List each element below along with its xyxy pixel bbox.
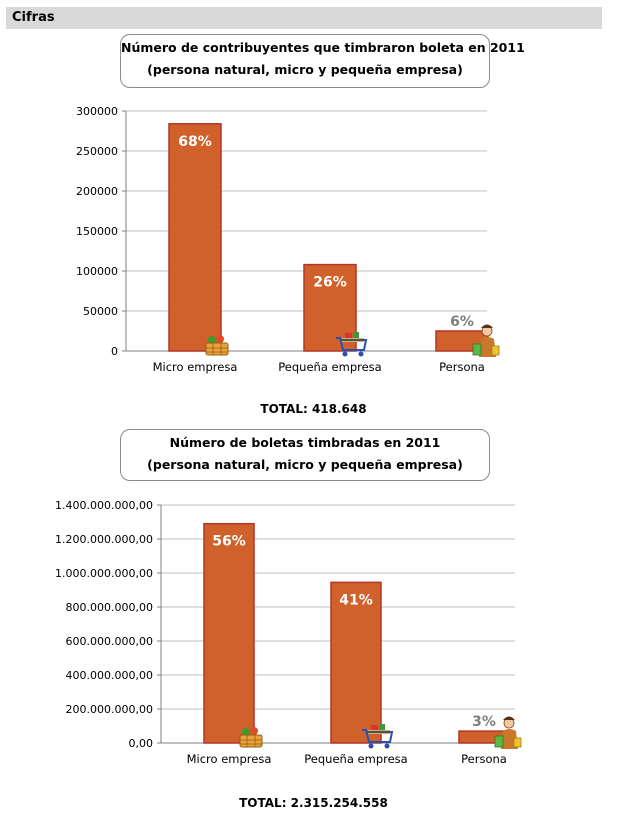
- basket-icon: [240, 727, 262, 747]
- bar-chart-contribuyentes: [0, 100, 627, 390]
- category-label: Pequeña empresa: [278, 360, 382, 374]
- category-label: Persona: [439, 360, 485, 374]
- y-tick-label: 1.200.000.000,00: [55, 533, 153, 546]
- y-tick-label: 150000: [76, 225, 118, 238]
- category-label: Persona: [461, 752, 507, 766]
- data-label: 3%: [472, 714, 496, 731]
- y-tick-label: 800.000.000,00: [65, 601, 153, 614]
- y-tick-label: 1.000.000.000,00: [55, 567, 153, 580]
- y-tick-label: 300000: [76, 105, 118, 118]
- y-tick-label: 0: [111, 345, 118, 358]
- data-label: 68%: [178, 133, 212, 150]
- y-tick-label: 250000: [76, 145, 118, 158]
- bar-chart-boletas: [0, 495, 627, 780]
- data-label: 56%: [212, 533, 246, 550]
- basket-icon: [206, 335, 228, 355]
- y-tick-label: 400.000.000,00: [65, 669, 153, 682]
- chart-title-box-2: [120, 429, 490, 481]
- y-tick-label: 200000: [76, 185, 118, 198]
- y-tick-label: 600.000.000,00: [65, 635, 153, 648]
- section-header: [6, 7, 602, 29]
- section-header-label: Cifras: [12, 10, 55, 25]
- data-label: 6%: [450, 314, 474, 330]
- y-tick-label: 1.400.000.000,00: [55, 499, 153, 512]
- chart-title-1-line1: Número de contribuyentes que timbraron boleta en 2011: [121, 40, 525, 55]
- chart-title-box-1: [120, 34, 525, 88]
- y-tick-label: 100000: [76, 265, 118, 278]
- bar: [169, 124, 221, 351]
- bar: [204, 524, 254, 743]
- category-label: Micro empresa: [186, 752, 272, 766]
- chart-total-1: TOTAL: 418.648: [260, 402, 367, 416]
- chart-title-1-line2: (persona natural, micro y pequeña empresa): [147, 62, 463, 77]
- data-label: 41%: [339, 592, 373, 609]
- y-tick-label: 0,00: [128, 737, 153, 750]
- y-tick-label: 200.000.000,00: [65, 703, 153, 716]
- chart-title-2-line2: (persona natural, micro y pequeña empresa): [147, 457, 463, 472]
- category-label: Micro empresa: [152, 360, 238, 374]
- chart-total-2: TOTAL: 2.315.254.558: [239, 796, 388, 810]
- chart-title-2-line1: Número de boletas timbradas en 2011: [169, 435, 441, 450]
- category-label: Pequeña empresa: [304, 752, 408, 766]
- y-tick-label: 50000: [83, 305, 118, 318]
- data-label: 26%: [313, 274, 347, 291]
